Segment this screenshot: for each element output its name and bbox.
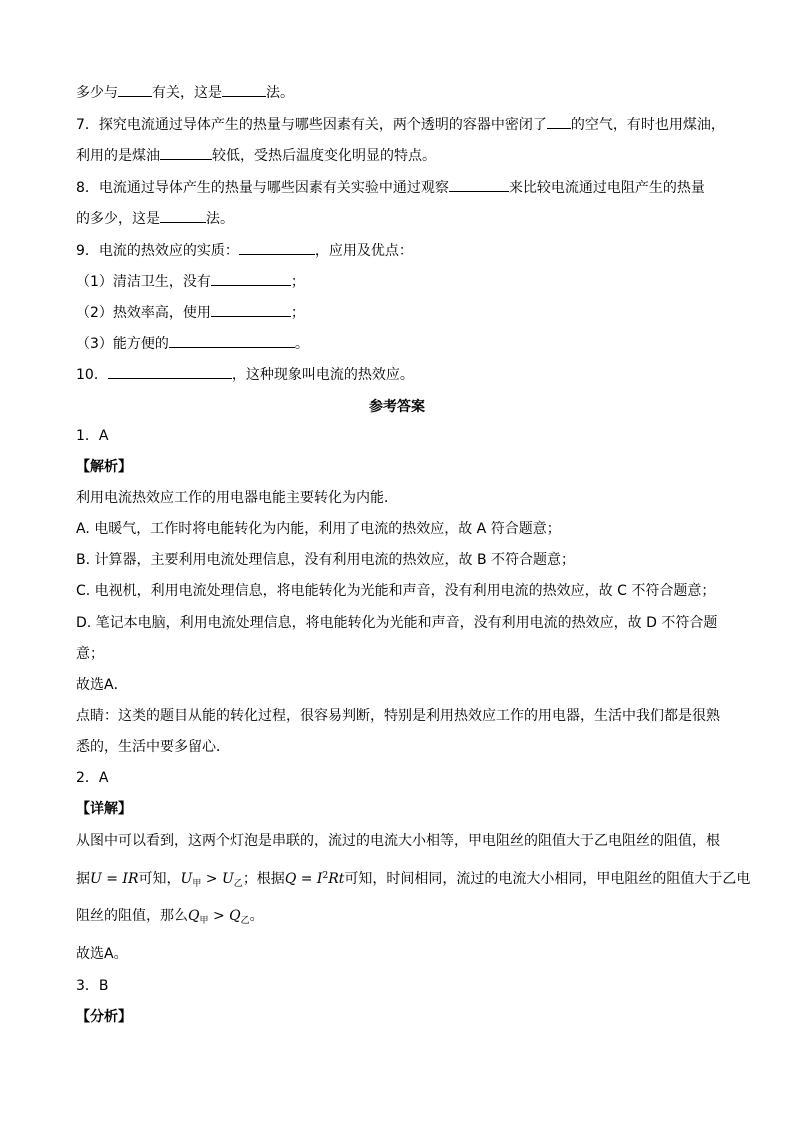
answer-blank[interactable] — [118, 82, 152, 97]
answer-2-choice: 故选A。 — [76, 946, 128, 962]
question-8-line-2: 的多少，这是 法。 — [76, 208, 736, 229]
answer-3-tag: 【分析】 — [76, 1009, 132, 1025]
answer-2-number: 2．A — [76, 770, 109, 786]
question-9-item-1: （1）清洁卫生，没有 ； — [76, 271, 736, 292]
question-9-item-3: （3）能方便的 。 — [76, 333, 736, 354]
question-7-line-1: 7．探究电流通过导体产生的热量与哪些因素有关，两个透明的容器中密闭了 的空气，有时也用煤油， — [76, 114, 736, 135]
formula-ohm: U = IR — [90, 871, 139, 887]
answer-blank[interactable] — [222, 82, 266, 97]
answer-1-tag: 【解析】 — [76, 459, 132, 475]
answer-blank[interactable] — [449, 177, 509, 192]
question-10: 10． ，这种现象叫电流的热效应。 — [76, 364, 736, 385]
answer-blank[interactable] — [211, 271, 291, 286]
answers-title: 参考答案 — [369, 399, 425, 415]
answer-1-option-c: C. 电视机，利用电流处理信息，将电能转化为光能和声音，没有利用电流的热效应，故 C 不符合题意； — [76, 583, 716, 599]
answer-2-line-1: 从图中可以看到，这两个灯泡是串联的，流过的电流大小相等，甲电阻丝的阻值大于乙电阻丝的阻值，根 — [76, 833, 720, 849]
answer-2-line-2: 据U = IR可知，$U_甲 > U_乙$；根据$Q = I^2Rt$可知，时间相同，流过的电流大小相同，甲电阻丝的阻值大于乙电 — [76, 871, 751, 889]
answer-2-line-3: 阻丝的阻值，那么$Q_甲 > Q_乙$。 — [76, 908, 264, 926]
formula-u-compare: $U_甲 > U_乙$ — [180, 871, 243, 889]
answer-blank[interactable] — [547, 114, 571, 129]
formula-joule: $Q = I^2Rt$ — [284, 871, 345, 887]
answer-1-option-b: B. 计算器，主要利用电流处理信息，没有利用电流的热效应，故 B 不符合题意； — [76, 552, 576, 568]
formula-q-compare: $Q_甲 > Q_乙$ — [188, 908, 250, 926]
answer-blank[interactable] — [169, 333, 295, 348]
answer-1-option-a: A. 电暖气，工作时将电能转化为内能，利用了电流的热效应，故 A 符合题意； — [76, 521, 561, 537]
answer-1-note-line-2: 悉的，生活中要多留心． — [76, 739, 230, 755]
answer-1-choice: 故选A． — [76, 677, 128, 693]
answer-blank[interactable] — [160, 145, 212, 160]
answer-1-intro: 利用电流热效应工作的用电器电能主要转化为内能． — [76, 490, 398, 506]
answer-3-number: 3．B — [76, 978, 109, 994]
answer-blank[interactable] — [211, 302, 291, 317]
answer-1-note-line-1: 点睛：这类的题目从能的转化过程，很容易判断，特别是利用热效应工作的用电器，生活中我们都是很熟 — [76, 708, 720, 724]
answer-blank[interactable] — [108, 364, 232, 379]
answer-1-option-d-line-1: D. 笔记本电脑，利用电流处理信息，将电能转化为光能和声音，没有利用电流的热效应，故 D 不符合题 — [76, 615, 718, 631]
answer-1-number: 1．A — [76, 428, 109, 444]
question-6-tail: 多少与 有关，这是 法。 — [76, 82, 736, 103]
question-9-stem: 9．电流的热效应的实质： ，应用及优点： — [76, 240, 736, 261]
answer-blank[interactable] — [160, 208, 206, 223]
answer-1-option-d-line-2: 意； — [76, 646, 104, 662]
question-7-line-2: 利用的是煤油 较低，受热后温度变化明显的特点。 — [76, 145, 736, 166]
question-9-item-2: （2）热效率高，使用 ； — [76, 302, 736, 323]
answer-2-tag: 【详解】 — [76, 801, 132, 817]
answer-blank[interactable] — [239, 240, 315, 255]
question-8-line-1: 8．电流通过导体产生的热量与哪些因素有关实验中通过观察 来比较电流通过电阻产生的热量 — [76, 177, 736, 198]
